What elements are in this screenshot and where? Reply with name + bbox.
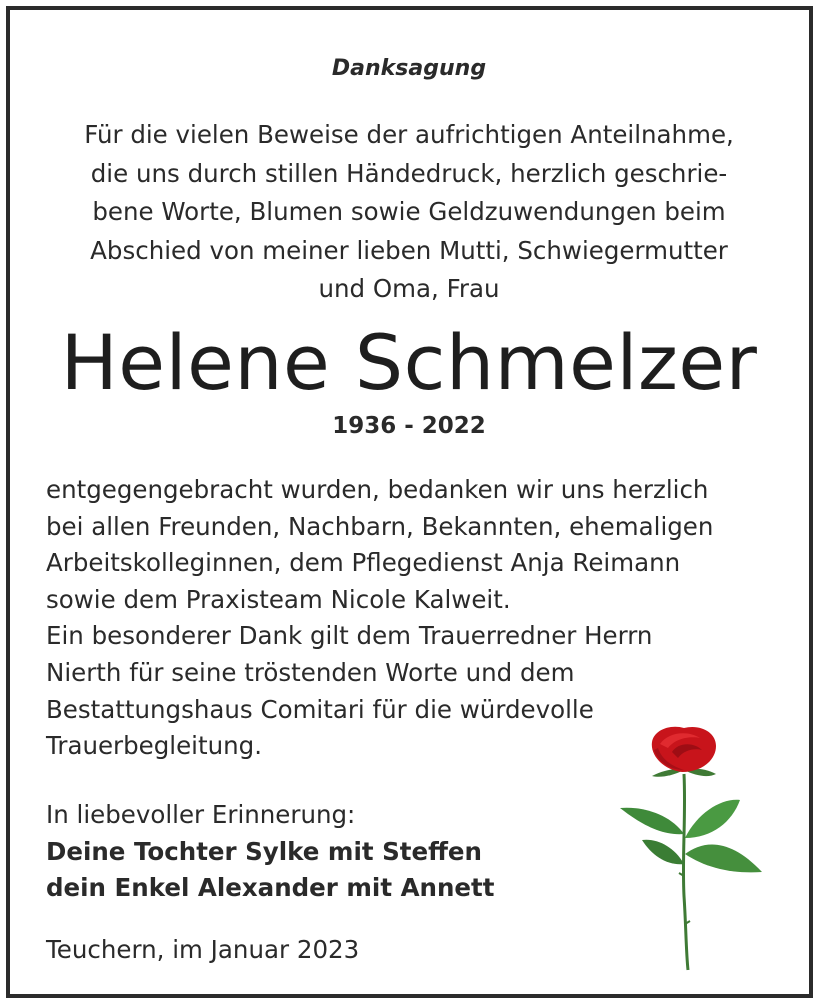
body-line: Arbeitskolleginnen, dem Pflegedienst Anja Reimann <box>46 548 681 578</box>
intro-line: und Oma, Frau <box>318 274 500 303</box>
intro-line: Abschied von meiner lieben Mutti, Schwiegermutter <box>90 235 728 265</box>
memory-line: In liebevoller Erinnerung: <box>46 800 356 829</box>
intro-line: Für die vielen Beweise der aufrichtigen Anteilnahme, <box>84 120 734 149</box>
body-line: Nierth für seine tröstenden Worte und dem <box>46 657 575 687</box>
body-line: sowie dem Praxisteam Nicole Kalweit. <box>46 584 511 614</box>
body-line: Bestattungshaus Comitari für die würdevolle <box>46 694 594 724</box>
intro-line: bene Worte, Blumen sowie Geldzuwendungen beim <box>92 197 726 226</box>
body-line: entgegengebracht wurden, bedanken wir uns herzlich <box>46 475 709 504</box>
notice-heading: Danksagung <box>331 56 487 81</box>
deceased-name: Helene Schmelzer <box>60 318 758 407</box>
signers <box>46 834 646 906</box>
body-line: bei allen Freunden, Nachbarn, Bekannten, ehemaligen <box>46 511 714 541</box>
intro-line: die uns durch stillen Händedruck, herzlich geschrie- <box>90 158 728 188</box>
body-line: Ein besonderer Dank gilt dem Trauerredner Herrn <box>46 621 653 651</box>
body-text <box>46 472 806 765</box>
body-line: Trauerbegleitung. <box>46 731 262 761</box>
red-rose-icon <box>612 726 772 972</box>
life-years: 1936 - 2022 <box>332 413 486 439</box>
intro-text <box>0 116 818 309</box>
signer-line: Deine Tochter Sylke mit Steffen <box>46 837 482 866</box>
signer-line: dein Enkel Alexander mit Annett <box>46 873 495 902</box>
place-date: Teuchern, im Januar 2023 <box>46 935 360 964</box>
